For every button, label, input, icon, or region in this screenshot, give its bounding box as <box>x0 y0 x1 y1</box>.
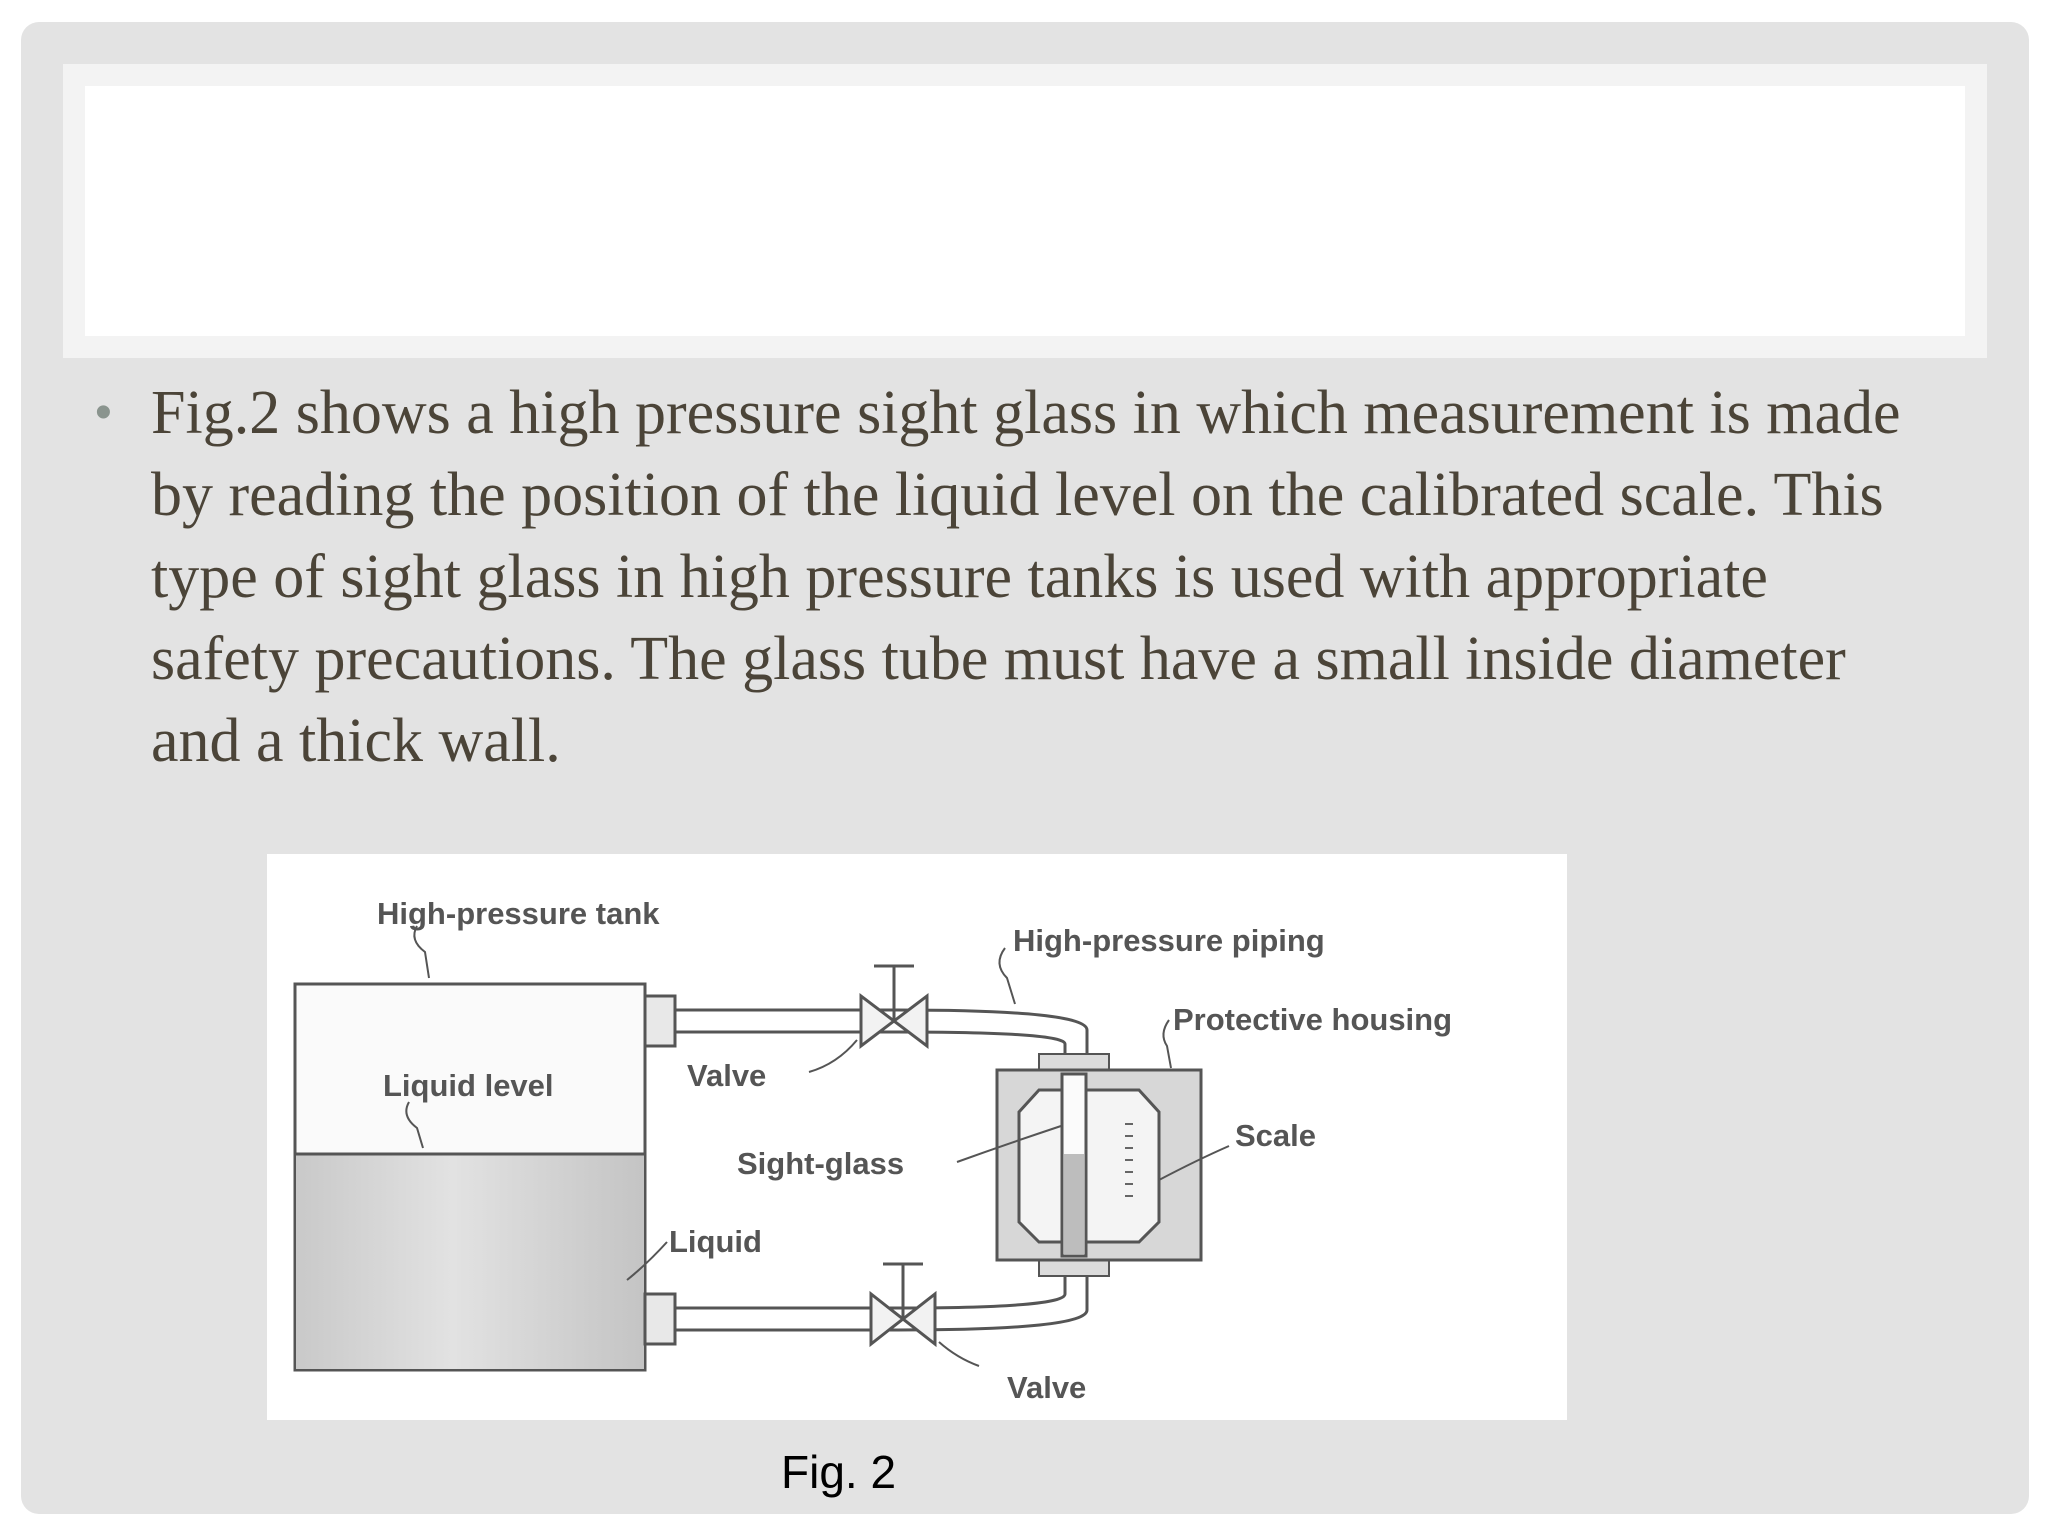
sight-glass-liquid <box>1064 1154 1084 1254</box>
label-liquid: Liquid <box>669 1224 762 1259</box>
content-area <box>91 372 1911 782</box>
figure-caption: Fig. 2 <box>781 1446 897 1498</box>
leader-valve-bottom <box>939 1342 979 1366</box>
label-valve-bottom: Valve <box>1007 1370 1087 1405</box>
top-valve-symbol <box>861 966 927 1046</box>
housing-window <box>1019 1090 1159 1242</box>
label-liquid-level: Liquid level <box>383 1068 554 1103</box>
top-flange <box>1039 1054 1109 1070</box>
diagram-svg <box>267 854 1567 1420</box>
label-high-pressure-tank: High-pressure tank <box>377 896 660 931</box>
bullet-item <box>91 372 1911 782</box>
label-sight-glass: Sight-glass <box>737 1146 905 1181</box>
top-nozzle <box>645 996 675 1046</box>
title-area <box>85 86 1965 336</box>
bullet-glyph: • <box>95 386 112 439</box>
label-valve-top: Valve <box>687 1058 767 1093</box>
label-high-pressure-piping: High-pressure piping <box>1013 923 1325 958</box>
leader-valve-top <box>809 1040 857 1072</box>
label-protective-housing: Protective housing <box>1173 1002 1453 1037</box>
bullet-text: Fig.2 shows a high pressure sight glass in which measurement is made by reading the position of the liquid level on the calibrated scale. This type of sight glass in high pressure tanks is used with appropriate safety precautions. The glass tube must have a small inside diameter and a thick wall. <box>151 379 1901 775</box>
leader-tank <box>414 926 429 978</box>
bottom-nozzle <box>645 1294 675 1344</box>
bottom-flange <box>1039 1260 1109 1276</box>
label-scale: Scale <box>1235 1118 1317 1153</box>
sight-glass-diagram <box>267 854 1567 1420</box>
tank-liquid <box>296 1154 644 1369</box>
slide <box>21 22 2029 1514</box>
bottom-valve-symbol <box>871 1264 935 1344</box>
title-placeholder <box>63 64 1987 358</box>
leader-housing <box>1163 1020 1171 1068</box>
